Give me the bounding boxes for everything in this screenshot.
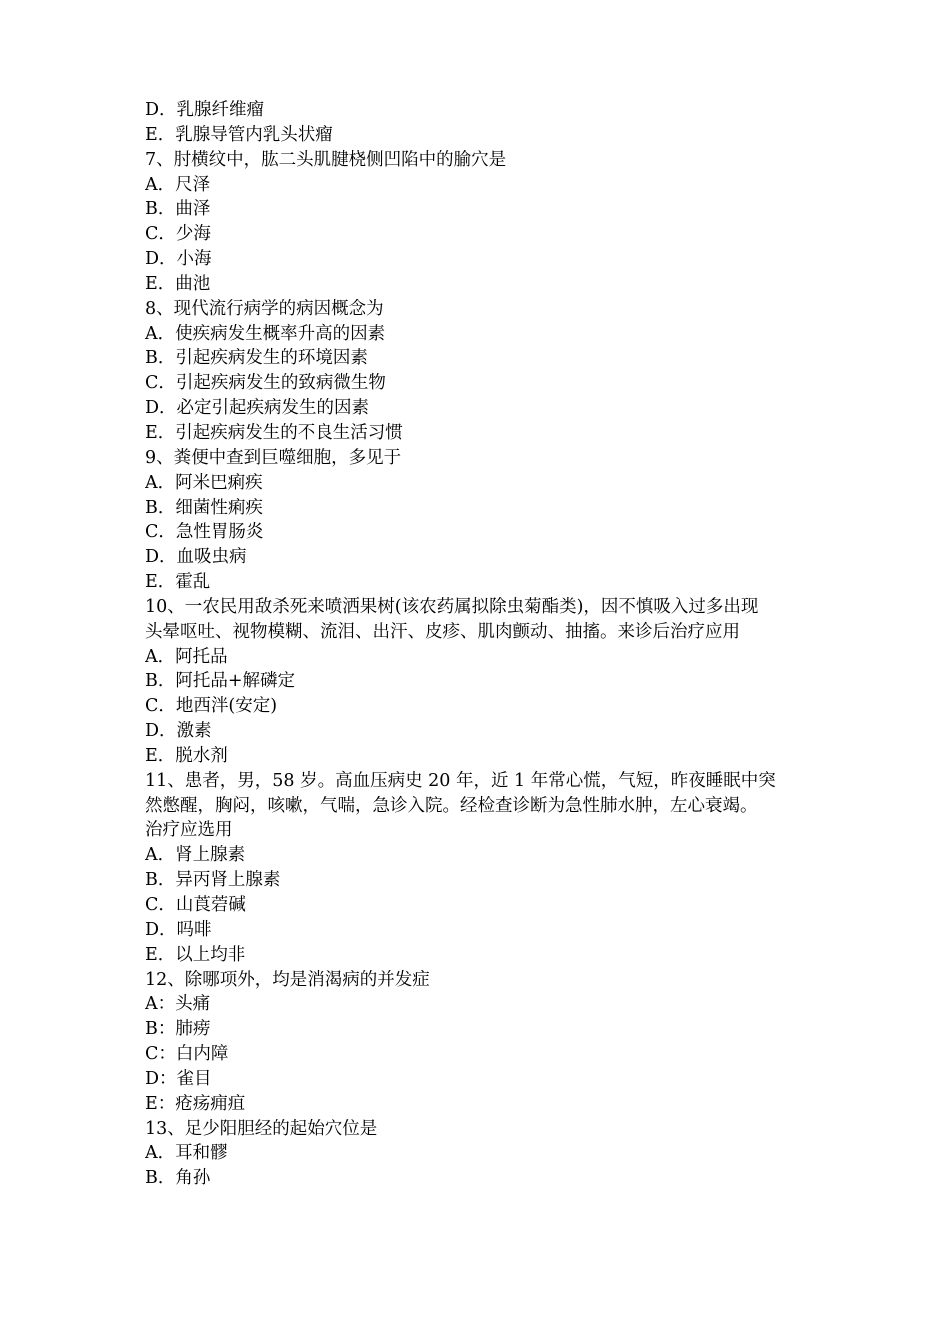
option-c-q9: C．急性胃肠炎 [145,522,264,543]
option-e-q9: E．霍乱 [145,572,211,593]
option-d-q9: D．血吸虫病 [145,547,247,568]
option-d-q7: D．小海 [145,249,212,270]
option-b-q10: B．阿托品+解磷定 [145,671,296,692]
option-d-q6: D．乳腺纤维瘤 [145,100,265,120]
option-d-q12: D：雀目 [145,1068,212,1089]
option-c-q8: C．引起疾病发生的致病微生物 [145,373,386,394]
option-e-q7: E．曲池 [145,273,211,294]
option-e-q10: E．脱水剂 [145,745,228,766]
option-a-q11: A．肾上腺素 [145,845,246,866]
option-b-q7: B．曲泽 [145,199,211,220]
option-a-q9: A．阿米巴痢疾 [145,472,263,493]
option-e-q12: E：疮疡痈疽 [145,1093,246,1114]
question-13: 13、足少阳胆经的起始穴位是 [145,1118,378,1139]
option-c-q12: C：白内障 [145,1044,229,1065]
option-a-q13: A．耳和髎 [145,1143,228,1164]
question-12: 12、除哪项外，均是消渴病的并发症 [145,969,430,990]
option-c-q7: C．少海 [145,224,211,245]
option-d-q11: D．吗啡 [145,919,212,940]
option-a-q7: A．尺泽 [145,174,211,195]
question-8: 8、现代流行病学的病因概念为 [145,298,384,319]
question-11-line-2: 然憋醒，胸闷，咳嗽，气喘，急诊入院。经检查诊断为急性肺水肿，左心衰竭。 [145,795,758,816]
question-9: 9、粪便中查到巨噬细胞，多见于 [145,447,402,468]
option-e-q8: E．引起疾病发生的不良生活习惯 [145,422,403,443]
option-d-q10: D．激素 [145,721,212,742]
option-b-q12: B：肺痨 [145,1019,211,1040]
question-11-line-3: 治疗应选用 [145,820,233,841]
option-a-q8: A．使疾病发生概率升高的因素 [145,323,386,344]
option-c-q10: C．地西泮(安定) [145,696,278,717]
option-c-q11: C．山莨菪碱 [145,895,246,915]
option-e-q6: E．乳腺导管内乳头状瘤 [145,124,333,145]
option-b-q11: B．异丙肾上腺素 [145,870,281,891]
option-a-q10: A．阿托品 [145,646,228,667]
option-e-q11: E．以上均非 [145,944,246,965]
option-b-q13: B．角孙 [145,1168,211,1189]
option-d-q8: D．必定引起疾病发生的因素 [145,398,370,419]
document-body [145,98,811,1191]
option-b-q8: B．引起疾病发生的环境因素 [145,348,368,369]
question-10-line-1: 10、一农民用敌杀死来喷洒果树(该农药属拟除虫菊酯类)，因不慎吸入过多出现 [145,596,759,617]
option-a-q12: A：头痛 [145,994,211,1015]
question-11-line-1: 11、患者，男，58 岁。高血压病史 20 年，近 1 年常心慌，气短，昨夜睡眠中突 [145,770,776,791]
question-7: 7、肘横纹中，肱二头肌腱桡侧凹陷中的腧穴是 [145,149,507,170]
option-b-q9: B．细菌性痢疾 [145,497,263,518]
question-10-line-2: 头晕呕吐、视物模糊、流泪、出汗、皮疹、肌肉颤动、抽搐。来诊后治疗应用 [145,621,740,642]
